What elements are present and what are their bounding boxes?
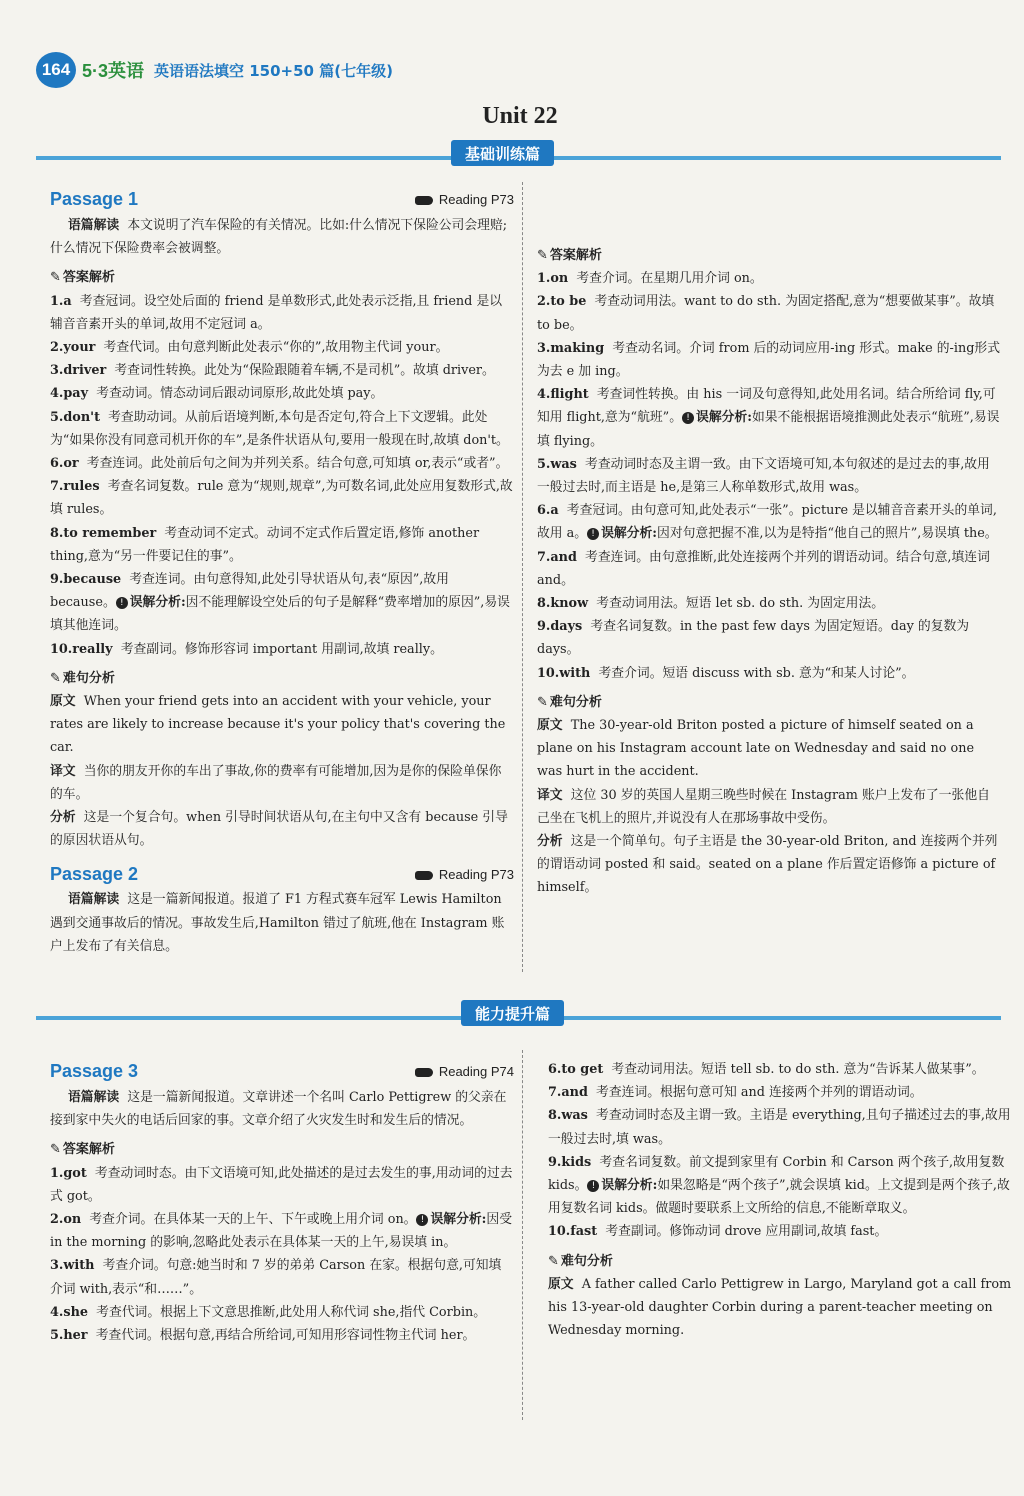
pencil-icon: ✎: [50, 270, 61, 286]
section-label-advanced: 能力提升篇: [461, 1000, 564, 1026]
answer-item: 5.was 考查动词时态及主谓一致。由下文语境可知,本句叙述的是过去的事,故用一般过去时,而主语是 he,是第三人称单数形式,故用 was。: [537, 456, 990, 496]
answer-item: 7.and 考查连词。根据句意可知 and 连接两个并列的谓语动词。: [548, 1085, 923, 1101]
difficult-heading: ✎ 难句分析: [50, 670, 115, 686]
answer-item: 7.rules 考查名词复数。rule 意为“规则,规章”,为可数名词,此处应用复数形式,故填 rules。: [50, 479, 513, 518]
pointing-hand-icon: [415, 196, 433, 205]
page-number: 164: [36, 52, 76, 88]
answer-item: 2.to be 考查动词用法。want to do sth. 为固定搭配,意为“想要做某事”。故填 to be。: [537, 294, 995, 333]
passage-intro: 这是一篇新闻报道。文章讲述一个名叫 Carlo Pettigrew 的父亲在接到家中失火的电话后回家的事。文章介绍了火灾发生时和发生后的情况。: [50, 1090, 507, 1129]
pencil-icon: ✎: [50, 670, 61, 686]
answer-item: 4.she 考查代词。根据上下文意思推断,此处用人称代词 she,指代 Corbin。: [50, 1304, 487, 1320]
answer-item: 3.with 考查介词。句意:她当时和 7 岁的弟弟 Carson 在家。根据句意,可知填介词 with,表示“和……”。: [50, 1258, 502, 1297]
section-bar-advanced: [36, 1004, 1001, 1023]
passage-intro: 这是一篇新闻报道。报道了 F1 方程式赛车冠军 Lewis Hamilton 遇到交通事故后的情况。事故发生后,Hamilton 错过了航班,他在 Instagram 账户上发布了有关信息。: [50, 892, 505, 954]
warning-icon: !: [682, 412, 694, 424]
answer-list: [50, 290, 514, 661]
pencil-icon: ✎: [537, 248, 548, 263]
difficult-translation: 译文 这位 30 岁的英国人星期三晚些时候在 Instagram 账户上发布了一张他自己坐在飞机上的照片,并说没有人在那场事故中受伤。: [537, 787, 990, 826]
answer-item: 1.on 考查介词。在星期几用介词 on。: [537, 271, 763, 287]
page-header: [36, 52, 393, 88]
passage-header: [50, 860, 514, 888]
answer-item: 4.pay 考查动词。情态动词后跟动词原形,故此处填 pay。: [50, 386, 384, 402]
analysis-label: 语篇解读: [68, 218, 120, 233]
analysis-label: 语篇解读: [68, 1090, 120, 1105]
reading-reference: Reading P73: [415, 188, 514, 211]
answer-item: 1.got 考查动词时态。由下文语境可知,此处描述的是过去发生的事,用动词的过去式 got。: [50, 1165, 513, 1204]
answer-item: 6.to get 考查动词用法。短语 tell sb. to do sth. 意为“告诉某人做某事”。: [548, 1062, 985, 1077]
left-column: [50, 186, 514, 958]
difficult-original: 原文 When your friend gets into an accident with your vehicle, your rates are likely to increase because it's your policy that's covering the car.: [50, 694, 506, 756]
answer-item: 8.was 考查动词时态及主谓一致。主语是 everything,且句子描述过去的事,故用一般过去时,填 was。: [548, 1108, 1011, 1147]
pencil-icon: ✎: [537, 694, 548, 710]
answer-item: 9.kids 考查名词复数。前文提到家里有 Corbin 和 Carson 两个孩子,故用复数 kids。 ! 误解分析:如果忽略是“两个孩子”,就会误填 kid。上文提到是两个孩子,故用复数名词 kids。做题时要联系上文所给的信息,不能断章取义。: [548, 1154, 1010, 1217]
answer-item: 10.fast 考查副词。修饰动词 drove 应用副词,故填 fast。: [548, 1224, 888, 1240]
lower-left-column: [50, 1058, 514, 1347]
answer-list: [537, 267, 1001, 685]
answers-heading: ✎ 答案解析: [537, 248, 602, 263]
answer-list: [548, 1058, 1012, 1244]
difficult-breakdown: 分析 这是一个简单句。句子主语是 the 30-year-old Briton, and 连接两个并列的谓语动词 posted 和 said。seated on a plane 作后置定语修饰 a picture of himself。: [537, 834, 998, 896]
brand-logo: 5·3英语: [82, 61, 145, 81]
difficult-translation: 译文 当你的朋友开你的车出了事故,你的费率有可能增加,因为是你的保险单保你的车。: [50, 763, 502, 802]
analysis-label: 语篇解读: [68, 892, 120, 908]
answer-item: 8.to remember 考查动词不定式。动词不定式作后置定语,修饰 another thing,意为“另一件要记住的事”。: [50, 525, 480, 564]
answer-item: 3.driver 考查词性转换。此处为“保险跟随着车辆,不是司机”。故填 driver。: [50, 363, 495, 379]
difficult-breakdown: 分析 这是一个复合句。when 引导时间状语从句,在主句中又含有 because 引导的原因状语从句。: [50, 810, 508, 849]
answer-item: 5.her 考查代词。根据句意,再结合所给词,可知用形容词性物主代词 her。: [50, 1328, 476, 1344]
warning-icon: !: [416, 1214, 428, 1226]
answers-heading: ✎ 答案解析: [50, 1142, 115, 1158]
answer-item: 9.because 考查连词。由句意得知,此处引导状语从句,表“原因”,故用 because。 ! 误解分析:因不能理解设空处后的句子是解释“费率增加的原因”,易误填其他连词。: [50, 572, 510, 634]
warning-icon: !: [587, 1180, 599, 1192]
difficult-heading: ✎ 难句分析: [537, 694, 602, 710]
answer-item: 2.on 考查介词。在具体某一天的上午、下午或晚上用介词 on。 ! 误解分析:因受 in the morning 的影响,忽略此处表示在具体某一天的上午,易误填 in。: [50, 1212, 512, 1251]
answer-item: 10.really 考查副词。修饰形容词 important 用副词,故填 really。: [50, 641, 443, 657]
answer-item: 6.a 考查冠词。由句意可知,此处表示“一张”。picture 是以辅音音素开头的单词,故用 a。 ! 误解分析:因对句意把握不准,以为是特指“他自己的照片”,易误填 the。: [537, 503, 998, 542]
column-divider: [522, 1050, 523, 1420]
passage-header: [50, 186, 514, 214]
answer-item: 10.with 考查介词。短语 discuss with sb. 意为“和某人讨论”。: [537, 665, 915, 681]
answer-item: 6.or 考查连词。此处前后句之间为并列关系。结合句意,可知填 or,表示“或者”。: [50, 456, 509, 472]
column-divider: [522, 182, 523, 972]
answer-item: 4.flight 考查词性转换。由 his 一词及句意得知,此处用名词。结合所给词 fly,可知用 flight,意为“航班”。 ! 误解分析:如果不能根据语境推测此处表示“航班”,易误填 flying。: [537, 387, 1000, 449]
answer-list: [50, 1162, 514, 1348]
lower-right-column: [548, 1058, 1012, 1342]
warning-icon: !: [116, 597, 128, 609]
answers-heading: ✎ 答案解析: [50, 270, 115, 286]
difficult-original: 原文 A father called Carlo Pettigrew in Largo, Maryland got a call from his 13-year-old daughter Corbin during a parent-teacher meeting on Wednesday morning.: [548, 1276, 1012, 1339]
pointing-hand-icon: [415, 1068, 433, 1077]
pencil-icon: ✎: [548, 1253, 559, 1269]
section-bar-basic: [36, 144, 1001, 163]
answer-item: 8.know 考查动词用法。短语 let sb. do sth. 为固定用法。: [537, 596, 885, 612]
answer-item: 3.making 考查动名词。介词 from 后的动词应用-ing 形式。make 的-ing形式为去 e 加 ing。: [537, 340, 1001, 380]
answer-item: 2.your 考查代词。由句意判断此处表示“你的”,故用物主代词 your。: [50, 340, 449, 356]
difficult-heading: ✎ 难句分析: [548, 1253, 613, 1269]
warning-icon: !: [587, 528, 599, 540]
right-column: [537, 186, 1001, 900]
pencil-icon: ✎: [50, 1142, 61, 1158]
passage-title: Passage 2: [50, 863, 139, 884]
answer-item: 5.don't 考查助动词。从前后语境判断,本句是否定句,符合上下文逻辑。此处为“如果你没有同意司机开你的车”,是条件状语从句,要用一般现在时,故填 don't。: [50, 409, 509, 448]
unit-title: Unit 22: [482, 103, 558, 129]
passage-header: [50, 1058, 514, 1086]
reading-reference: Reading P74: [415, 1060, 514, 1083]
reading-reference: Reading P73: [415, 863, 514, 886]
section-label-basic: 基础训练篇: [451, 140, 554, 166]
answer-item: 1.a 考查冠词。设空处后面的 friend 是单数形式,此处表示泛指,且 friend 是以辅音音素开头的单词,故用不定冠词 a。: [50, 293, 503, 332]
book-title: 英语语法填空 150+50 篇(七年级): [154, 61, 393, 80]
passage-intro: 本文说明了汽车保险的有关情况。比如:什么情况下保险公司会理赔;什么情况下保险费率会被调整。: [50, 218, 508, 257]
pointing-hand-icon: [415, 871, 433, 880]
answer-item: 9.days 考查名词复数。in the past few days 为固定短语。day 的复数为 days。: [537, 619, 970, 658]
answer-item: 7.and 考查连词。由句意推断,此处连接两个并列的谓语动词。结合句意,填连词 and。: [537, 549, 990, 588]
passage-title: Passage 1: [50, 189, 139, 210]
passage-title: Passage 3: [50, 1061, 139, 1082]
difficult-original: 原文 The 30-year-old Briton posted a picture of himself seated on a plane on his Instagram account late on Wednesday and said no one was hurt in the accident.: [537, 718, 975, 780]
